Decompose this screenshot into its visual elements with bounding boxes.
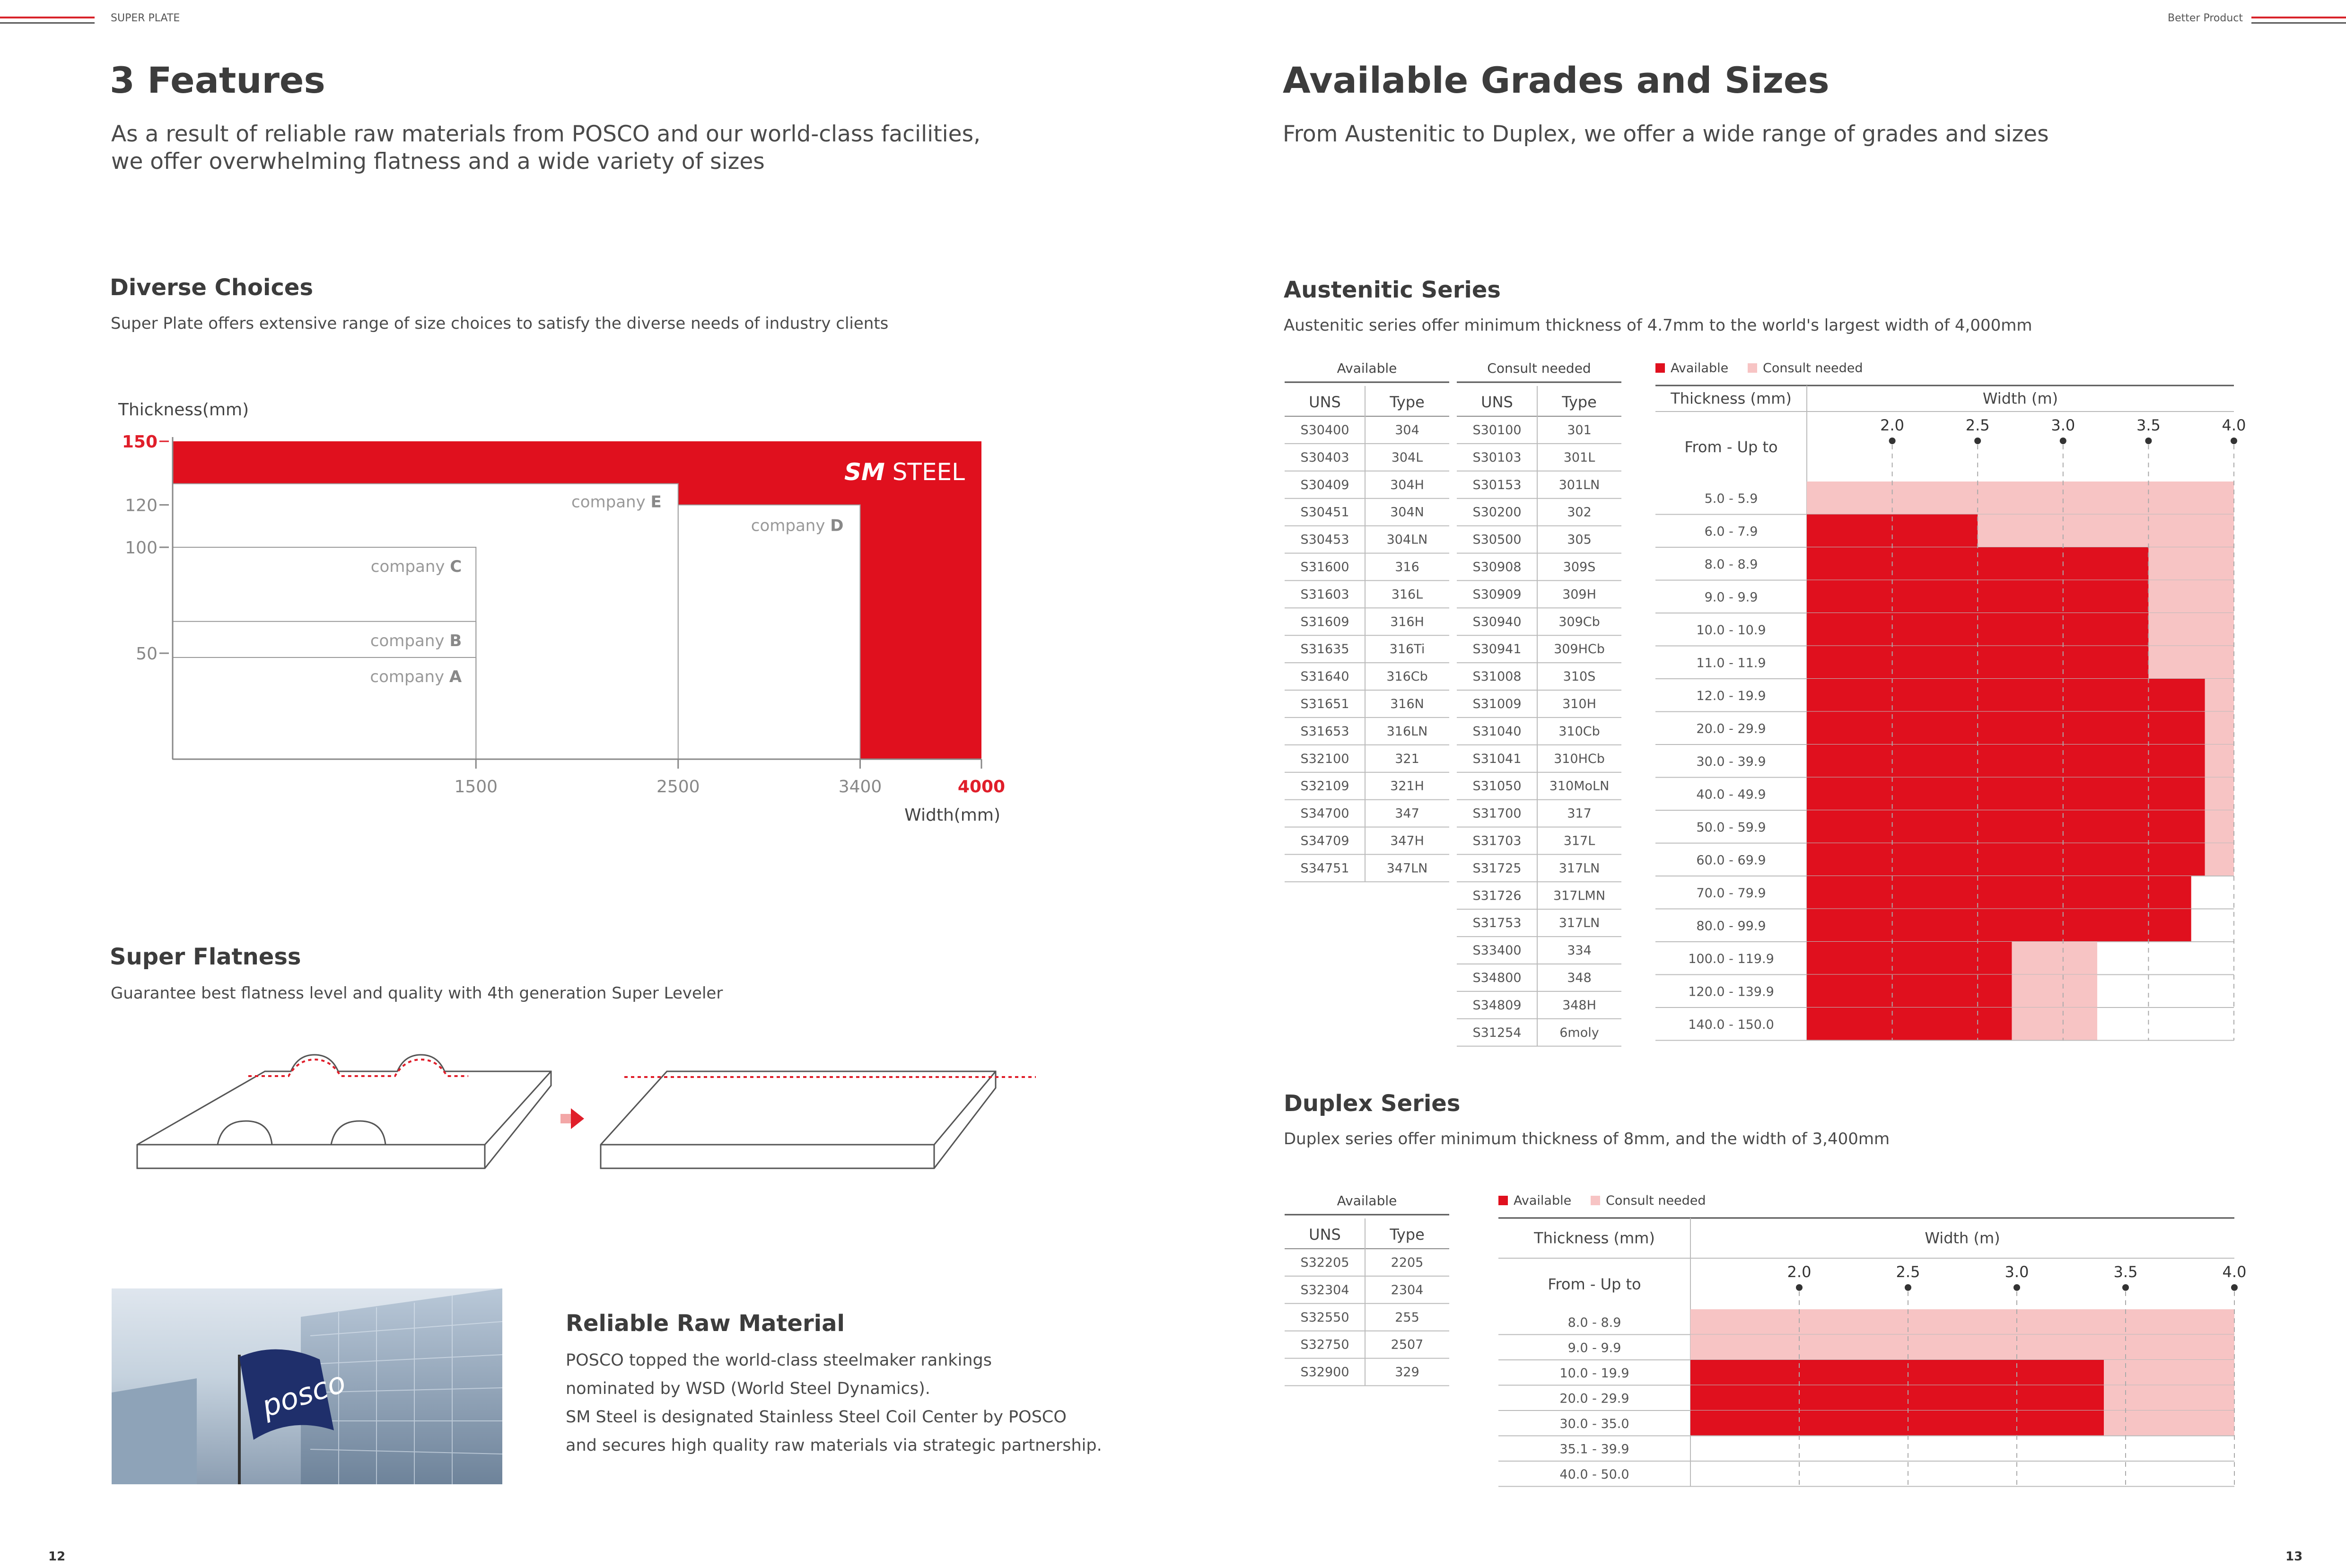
- aus-consult-type-15: 317L: [1563, 833, 1595, 849]
- dup-consult-cell-1: [1690, 1335, 2234, 1360]
- aus-range-12: 70.0 - 79.9: [1696, 885, 1766, 901]
- aus-consult-type-13: 310MoLN: [1549, 779, 1610, 794]
- dup-consult-cell-0: [1690, 1309, 2234, 1335]
- dup-consult-cell-2: [2104, 1360, 2234, 1385]
- dup-tick-dot-3.5: [2122, 1284, 2129, 1291]
- aus-consult-type-11: 310Cb: [1558, 724, 1600, 739]
- page-number-right: 13: [2285, 1550, 2303, 1564]
- aus-available-cell-6: [1807, 679, 2205, 712]
- aus-available-uns-14: S34700: [1300, 806, 1349, 821]
- raw-heading: Reliable Raw Material: [566, 1310, 845, 1337]
- dup-tick-dot-2.5: [1905, 1284, 1911, 1291]
- aus-consult-type-10: 310H: [1562, 697, 1596, 711]
- aus-tick-4: 4.0: [2222, 416, 2246, 434]
- aus-consult-uns-14: S31700: [1472, 806, 1522, 821]
- size-label-company-B: company B: [370, 631, 462, 650]
- dup-range-5: 35.1 - 39.9: [1559, 1442, 1629, 1457]
- aus-consult-type-4: 305: [1567, 532, 1592, 547]
- size-chart-xlabel: Width(mm): [904, 806, 1000, 825]
- aus-consult-cell-5: [2148, 646, 2234, 679]
- aus-available-uns-6: S31603: [1300, 587, 1349, 602]
- aus-consult-uns-21: S34809: [1472, 998, 1522, 1013]
- size-label-company-D: company D: [751, 516, 844, 535]
- aus-consult-cell-7: [2205, 712, 2234, 745]
- dup-tick-dot-4: [2231, 1284, 2238, 1291]
- size-ytick-100: 100: [125, 538, 158, 558]
- posco-flag-photo: [112, 1288, 502, 1484]
- aus-range-7: 20.0 - 29.9: [1696, 721, 1766, 736]
- size-label-sm-steel: SM STEEL: [844, 458, 965, 486]
- aus-consult-cell-3: [2148, 580, 2234, 613]
- aus-legend-consult: Consult needed: [1763, 361, 1863, 376]
- dup-available-cell-2: [1690, 1360, 2104, 1385]
- aus-consult-type-19: 334: [1567, 943, 1592, 958]
- uneven-dotted-line: [248, 1060, 468, 1076]
- aus-consult-uns-8: S30941: [1472, 642, 1522, 657]
- dup-available-type-4: 329: [1395, 1365, 1419, 1380]
- aus-consult-cell-6: [2205, 679, 2234, 712]
- aus-consult-cell-1: [1978, 515, 2234, 548]
- aus-consult-uns-13: S31050: [1472, 779, 1522, 794]
- aus-available-type-0: 304: [1395, 423, 1419, 438]
- aus-tick-dot-3.5: [2145, 438, 2152, 444]
- raw-line-2: nominated by WSD (World Steel Dynamics).: [566, 1379, 930, 1398]
- aus-consult-uns-3: S30200: [1472, 505, 1522, 520]
- dup-available-cell-4: [1690, 1410, 2104, 1436]
- aus-range-9: 40.0 - 49.9: [1696, 787, 1766, 802]
- aus-consult-uns-1: S30103: [1472, 450, 1522, 465]
- aus-range-8: 30.0 - 39.9: [1696, 754, 1766, 769]
- austenitic-heading: Austenitic Series: [1284, 277, 1501, 303]
- aus-available-type-6: 316L: [1391, 587, 1423, 602]
- size-range-chart: [95, 388, 1022, 851]
- diverse-heading: Diverse Choices: [110, 274, 314, 301]
- aus-available-type-3: 304N: [1390, 505, 1424, 520]
- aus-consult-caption: Consult needed: [1487, 360, 1591, 376]
- aus-consult-cell-0: [1807, 482, 2234, 515]
- aus-available-type-11: 316LN: [1386, 724, 1428, 739]
- aus-range-11: 60.0 - 69.9: [1696, 853, 1766, 868]
- size-label-company-C: company C: [370, 557, 462, 576]
- aus-consult-type-1: 301L: [1563, 450, 1595, 465]
- aus-consult-uns-7: S30940: [1472, 614, 1522, 630]
- dup-tick-2: 2.0: [1787, 1263, 1812, 1281]
- aus-legend-consult-swatch: [1748, 363, 1757, 373]
- aus-available-cell-8: [1807, 745, 2205, 778]
- flatness-heading: Super Flatness: [110, 944, 301, 970]
- aus-available-uns-7: S31609: [1300, 614, 1349, 630]
- aus-available-type-10: 316N: [1390, 697, 1424, 711]
- aus-range-0: 5.0 - 5.9: [1704, 491, 1758, 506]
- aus-consult-type-16: 317LN: [1558, 861, 1600, 876]
- aus-available-cell-14: [1807, 942, 2012, 975]
- aus-available-cell-10: [1807, 810, 2205, 843]
- aus-tick-dot-4: [2231, 438, 2237, 444]
- aus-consult-uns-4: S30500: [1472, 532, 1522, 547]
- aus-range-13: 80.0 - 99.9: [1696, 919, 1766, 934]
- flat-plate-illustration: [601, 1071, 996, 1168]
- aus-tick-dot-3: [2060, 438, 2066, 444]
- aus-range-3: 9.0 - 9.9: [1704, 590, 1758, 605]
- dup-range-6: 40.0 - 50.0: [1559, 1467, 1629, 1482]
- dup-range-3: 20.0 - 29.9: [1559, 1391, 1629, 1406]
- aus-header-width: Width (m): [1982, 389, 2058, 408]
- raw-line-1: POSCO topped the world-class steelmaker rankings: [566, 1351, 992, 1370]
- raw-line-3: SM Steel is designated Stainless Steel Coil Center by POSCO: [566, 1408, 1067, 1427]
- aus-consult-uns-10: S31009: [1472, 697, 1522, 711]
- size-ytick-120: 120: [125, 496, 158, 516]
- aus-consult-type-17: 317LMN: [1553, 888, 1606, 903]
- header-rule-left: [0, 17, 95, 18]
- aus-available-cell-9: [1807, 778, 2205, 811]
- size-ytick-50: 50: [136, 644, 158, 664]
- aus-consult-type-5: 309S: [1563, 560, 1596, 575]
- aus-consult-type-2: 301LN: [1558, 477, 1600, 492]
- aus-available-uns-16: S34751: [1300, 861, 1349, 876]
- dup-range-1: 9.0 - 9.9: [1567, 1340, 1621, 1356]
- header-left-label: SUPER PLATE: [111, 12, 180, 24]
- header-rule-left-dark: [0, 22, 95, 24]
- aus-available-uns-8: S31635: [1300, 642, 1349, 657]
- aus-available-uns-0: S30400: [1300, 423, 1349, 438]
- dup-available-type-3: 2507: [1391, 1337, 1424, 1352]
- aus-consult-uns-17: S31726: [1472, 888, 1522, 903]
- aus-consult-uns-18: S31753: [1472, 916, 1522, 931]
- aus-tick-3.5: 3.5: [2136, 416, 2161, 434]
- dup-available-caption: Available: [1337, 1193, 1397, 1209]
- aus-range-6: 12.0 - 19.9: [1696, 688, 1766, 703]
- size-ytick-150: 150: [122, 432, 158, 452]
- dup-available-uns-2: S32550: [1300, 1310, 1349, 1325]
- size-label-company-A: company A: [370, 667, 462, 686]
- dup-header-thickness: Thickness (mm): [1534, 1229, 1655, 1247]
- aus-available-cell-15: [1807, 975, 2012, 1008]
- dup-available-col-uns: UNS: [1309, 1226, 1341, 1244]
- uneven-plate-illustration: [137, 1055, 551, 1168]
- austenitic-desc: Austenitic series offer minimum thickness of 4.7mm to the world's largest width of 4,000mm: [1284, 316, 2032, 335]
- aus-consult-type-18: 317LN: [1558, 916, 1600, 931]
- header-rule-right: [2251, 17, 2346, 18]
- aus-consult-cell-11: [2205, 843, 2234, 876]
- aus-consult-uns-0: S30100: [1472, 423, 1522, 438]
- dup-tick-3.5: 3.5: [2113, 1263, 2138, 1281]
- dup-legend-consult-swatch: [1591, 1196, 1600, 1205]
- aus-legend-available-swatch: [1655, 363, 1665, 373]
- size-chart-ylabel: Thickness(mm): [118, 400, 249, 420]
- aus-tick-dot-2.5: [1974, 438, 1981, 444]
- aus-available-col-type: Type: [1390, 393, 1425, 411]
- aus-available-cell-12: [1807, 876, 2191, 909]
- duplex-size-chart: [1490, 1187, 2247, 1490]
- aus-consult-uns-5: S30908: [1472, 560, 1522, 575]
- aus-available-type-4: 304LN: [1386, 532, 1428, 547]
- aus-tick-dot-2: [1889, 438, 1896, 444]
- aus-available-type-15: 347H: [1390, 833, 1424, 849]
- dup-legend-consult: Consult needed: [1606, 1193, 1706, 1208]
- aus-consult-type-20: 348: [1567, 971, 1592, 985]
- aus-consult-col-type: Type: [1562, 393, 1597, 411]
- aus-consult-type-21: 348H: [1562, 998, 1596, 1013]
- aus-consult-uns-9: S31008: [1472, 669, 1522, 684]
- dup-consult-cell-3: [2104, 1385, 2234, 1411]
- aus-available-cell-7: [1807, 712, 2205, 745]
- aus-available-uns-12: S32100: [1300, 751, 1349, 766]
- left-page-lead-2: we offer overwhelming flatness and a wide variety of sizes: [111, 149, 765, 175]
- aus-consult-cell-16: [2012, 1007, 2097, 1041]
- header-rule-right-dark: [2251, 22, 2346, 24]
- dup-available-type-0: 2205: [1391, 1255, 1424, 1270]
- aus-available-type-14: 347: [1395, 806, 1419, 821]
- aus-tick-3: 3.0: [2051, 416, 2075, 434]
- aus-available-type-5: 316: [1395, 560, 1419, 575]
- posco-flag-text: posco: [257, 1364, 350, 1424]
- aus-available-cell-11: [1807, 843, 2205, 876]
- flatness-desc: Guarantee best flatness level and quality with 4th generation Super Leveler: [111, 984, 723, 1003]
- aus-from-upto: From - Up to: [1684, 438, 1778, 456]
- duplex-grade-table: [1277, 1187, 1457, 1386]
- aus-consult-col-uns: UNS: [1481, 393, 1513, 411]
- dup-available-uns-0: S32205: [1300, 1255, 1349, 1270]
- aus-consult-cell-2: [2148, 547, 2234, 580]
- aus-available-uns-5: S31600: [1300, 560, 1349, 575]
- dup-tick-dot-2: [1796, 1284, 1803, 1291]
- aus-range-4: 10.0 - 10.9: [1696, 622, 1766, 638]
- aus-consult-uns-12: S31041: [1472, 751, 1522, 766]
- aus-consult-uns-15: S31703: [1472, 833, 1522, 849]
- left-page-lead-1: As a result of reliable raw materials from POSCO and our world-class facilities,: [111, 121, 981, 147]
- header-right-label: Better Product: [2168, 12, 2243, 24]
- aus-available-caption: Available: [1337, 360, 1397, 376]
- right-page-title: Available Grades and Sizes: [1283, 59, 1830, 101]
- page-number-left: 12: [48, 1550, 66, 1564]
- aus-consult-type-14: 317: [1567, 806, 1592, 821]
- aus-tick-2: 2.0: [1880, 416, 1905, 434]
- dup-range-2: 10.0 - 19.9: [1559, 1366, 1629, 1381]
- aus-consult-type-3: 302: [1567, 505, 1592, 520]
- aus-consult-uns-20: S34800: [1472, 971, 1522, 985]
- aus-available-type-12: 321: [1395, 751, 1419, 766]
- dup-consult-cell-4: [2104, 1410, 2234, 1436]
- aus-available-type-2: 304H: [1390, 477, 1424, 492]
- aus-available-uns-9: S31640: [1300, 669, 1349, 684]
- dup-available-uns-3: S32750: [1300, 1337, 1349, 1352]
- aus-consult-cell-14: [2012, 942, 2097, 975]
- aus-available-type-7: 316H: [1390, 614, 1424, 630]
- size-xtick-1500: 1500: [454, 777, 498, 797]
- aus-range-1: 6.0 - 7.9: [1704, 524, 1758, 539]
- aus-available-type-13: 321H: [1390, 779, 1424, 794]
- aus-consult-cell-10: [2205, 810, 2234, 843]
- dup-available-uns-4: S32900: [1300, 1365, 1349, 1380]
- dup-from-upto: From - Up to: [1548, 1275, 1641, 1293]
- aus-available-uns-1: S30403: [1300, 450, 1349, 465]
- aus-available-col-uns: UNS: [1309, 393, 1341, 411]
- aus-range-2: 8.0 - 8.9: [1704, 557, 1758, 572]
- aus-consult-uns-2: S30153: [1472, 477, 1522, 492]
- aus-consult-type-7: 309Cb: [1558, 614, 1600, 630]
- aus-consult-type-9: 310S: [1563, 669, 1596, 684]
- size-xtick-2500: 2500: [656, 777, 700, 797]
- aus-consult-uns-22: S31254: [1472, 1025, 1522, 1040]
- aus-range-16: 140.0 - 150.0: [1688, 1017, 1774, 1032]
- aus-available-uns-10: S31651: [1300, 697, 1349, 711]
- duplex-desc: Duplex series offer minimum thickness of 8mm, and the width of 3,400mm: [1284, 1130, 1890, 1148]
- dup-range-0: 8.0 - 8.9: [1567, 1315, 1621, 1330]
- aus-consult-cell-8: [2205, 745, 2234, 778]
- size-label-company-E: company E: [571, 492, 662, 512]
- dup-available-type-2: 255: [1395, 1310, 1419, 1325]
- aus-available-uns-13: S32109: [1300, 779, 1349, 794]
- aus-available-uns-2: S30409: [1300, 477, 1349, 492]
- aus-consult-type-12: 310HCb: [1554, 751, 1605, 766]
- dup-available-uns-1: S32304: [1300, 1282, 1349, 1297]
- aus-available-uns-15: S34709: [1300, 833, 1349, 849]
- aus-header-thickness: Thickness (mm): [1671, 389, 1792, 408]
- aus-consult-uns-16: S31725: [1472, 861, 1522, 876]
- aus-available-type-16: 347LN: [1386, 861, 1428, 876]
- dup-available-cell-3: [1690, 1385, 2104, 1411]
- aus-consult-type-22: 6moly: [1559, 1025, 1599, 1040]
- dup-tick-dot-3: [2013, 1284, 2020, 1291]
- flatness-illustration: [128, 1048, 1055, 1175]
- aus-tick-2.5: 2.5: [1965, 416, 1990, 434]
- austenitic-grade-tables: [1277, 355, 1627, 1055]
- aus-available-uns-3: S30451: [1300, 505, 1349, 520]
- aus-consult-uns-6: S30909: [1472, 587, 1522, 602]
- aus-available-cell-13: [1807, 909, 2191, 942]
- diverse-desc: Super Plate offers extensive range of size choices to satisfy the diverse needs of industry clients: [111, 314, 889, 333]
- aus-available-uns-4: S30453: [1300, 532, 1349, 547]
- right-page-lead: From Austenitic to Duplex, we offer a wide range of grades and sizes: [1283, 121, 2049, 147]
- dup-available-type-1: 2304: [1391, 1282, 1424, 1297]
- arrow-right-icon: [560, 1108, 584, 1129]
- aus-available-type-8: 316Ti: [1389, 642, 1425, 657]
- aus-range-15: 120.0 - 139.9: [1688, 984, 1774, 999]
- aus-range-10: 50.0 - 59.9: [1696, 820, 1766, 835]
- aus-consult-type-0: 301: [1567, 423, 1592, 438]
- aus-available-type-1: 304L: [1391, 450, 1423, 465]
- aus-consult-uns-19: S33400: [1472, 943, 1522, 958]
- dup-legend-available: Available: [1514, 1193, 1572, 1208]
- dup-tick-2.5: 2.5: [1896, 1263, 1920, 1281]
- aus-range-5: 11.0 - 11.9: [1696, 656, 1766, 671]
- dup-legend-available-swatch: [1498, 1196, 1508, 1205]
- aus-consult-cell-9: [2205, 778, 2234, 811]
- aus-available-uns-11: S31653: [1300, 724, 1349, 739]
- aus-consult-cell-15: [2012, 975, 2097, 1008]
- size-xtick-4000: 4000: [957, 777, 1006, 797]
- dup-tick-4: 4.0: [2222, 1263, 2247, 1281]
- austenitic-size-chart: [1646, 355, 2246, 1055]
- aus-available-type-9: 316Cb: [1386, 669, 1428, 684]
- aus-legend-available: Available: [1671, 361, 1729, 376]
- dup-range-4: 30.0 - 35.0: [1559, 1416, 1629, 1431]
- aus-consult-type-6: 309H: [1562, 587, 1596, 602]
- aus-consult-uns-11: S31040: [1472, 724, 1522, 739]
- dup-header-width: Width (m): [1925, 1229, 2000, 1247]
- aus-consult-cell-4: [2148, 613, 2234, 646]
- raw-line-4: and secures high quality raw materials via strategic partnership.: [566, 1436, 1102, 1455]
- aus-available-cell-16: [1807, 1007, 2012, 1041]
- aus-range-14: 100.0 - 119.9: [1688, 951, 1774, 966]
- dup-available-col-type: Type: [1390, 1226, 1425, 1244]
- dup-tick-3: 3.0: [2005, 1263, 2029, 1281]
- left-page-title: 3 Features: [110, 59, 325, 101]
- duplex-heading: Duplex Series: [1284, 1090, 1461, 1117]
- size-xtick-3400: 3400: [838, 777, 882, 797]
- aus-consult-type-8: 309HCb: [1554, 642, 1605, 657]
